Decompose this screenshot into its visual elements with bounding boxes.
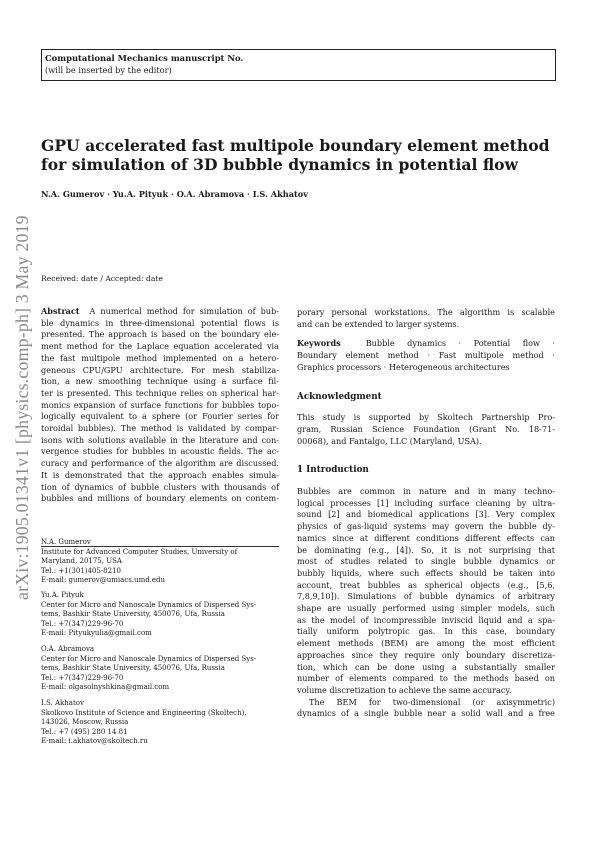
abstract [41, 306, 279, 505]
abstract-line: curacy and performance of the algorithm are discussed. [41, 458, 279, 469]
affiliation-line: Center for Micro and Nanoscale Dynamics of Dispersed Sys- [41, 654, 257, 663]
affiliation-line: 143026, Moscow, Russia [41, 718, 129, 727]
keywords-line: Boundary element method · Fast multipole method · [297, 350, 555, 361]
right-column [297, 307, 555, 720]
affiliation-abramova [41, 645, 286, 693]
affiliation-line: Yu.A. Pityuk [41, 591, 84, 599]
intro-line: logical processes [1] including surface cleaning by ultra- [297, 497, 555, 508]
affiliation-pityuk [41, 591, 286, 639]
affiliation-line: Skolkovo Institute of Science and Engineering (Skoltech), [41, 708, 247, 717]
abstract-line: ble dynamics in three-dimensional potential flows is [41, 317, 279, 328]
affiliation-line: tems, Bashkir State University, 450076, Ufa, Russia [41, 610, 225, 619]
keywords-line: Graphics processors · Heterogeneous architectures [297, 361, 510, 372]
affiliation-line: Tel.: +7(347)229-96-70 [41, 619, 124, 628]
intro-line: tion, which can be done using a substantially smaller [297, 661, 555, 672]
abstract-continuation-line: porary personal workstations. The algorithm is scalable [297, 307, 555, 317]
affiliation-line: E-mail: olgasolnyshkina@gmail.com [41, 683, 170, 692]
abstract-line: ter is presented. This technique relies on spherical har- [41, 387, 279, 398]
affiliation-line: tems, Bashkir State University, 450076, Ufa, Russia [41, 664, 225, 673]
paper-title-line-2: for simulation of 3D bubble dynamics in potential flow [41, 155, 519, 174]
received-date: Received: date / Accepted: date [41, 274, 163, 283]
keywords-line: Keywords Bubble dynamics · Potential flow · [297, 338, 556, 349]
introduction-heading: 1 Introduction [297, 465, 369, 476]
abstract-line: ment method for the Laplace equation accelerated via [41, 341, 279, 352]
abstract-line: toroidal bubbles). The method is validated by compar- [41, 423, 279, 434]
abstract-line: the fast multipole method implemented on a hetero- [41, 352, 279, 363]
affiliation-line: Tel.: +7 (495) 280 14 81 [41, 727, 128, 736]
paper-title-line-1: GPU accelerated fast multipole boundary element method [41, 136, 550, 155]
abstract-line: It is demonstrated that the approach enables simula- [41, 469, 279, 480]
intro-line: account, treat bubbles as spherical objects (e.g., [5,6, [297, 579, 555, 590]
affiliation-line: Maryland, 20175, USA [41, 557, 122, 566]
affiliation-line: Institute for Advanced Computer Studies, University of [41, 547, 238, 556]
keywords-label: Keywords [297, 338, 341, 349]
abstract-line: geneous CPU/GPU architecture. For mesh stabiliza- [41, 364, 279, 375]
intro-line: element methods (BEM) are among the most efficient [297, 638, 555, 649]
intro-line: most of studies related to single bubble dynamics or [297, 556, 555, 567]
affiliation-akhatov [41, 699, 286, 747]
intro-line: shape are usually performed using simpler models, such [297, 603, 555, 614]
intro-line: bubbly liquids, where such effects should be taken into [297, 567, 555, 578]
journal-header-note: (will be inserted by the editor) [45, 65, 172, 75]
intro-line: The BEM for two-dimensional (or axisymmetric) [309, 696, 555, 707]
arxiv-stamp: arXiv:1905.01341v1 [physics.comp-ph] 3 May 2019 [12, 215, 32, 600]
intro-line: as the model of incompressible inviscid liquid and a spa- [297, 614, 555, 625]
affiliation-line: Tel.: +7(347)229-96-70 [41, 673, 124, 682]
abstract-line: logically equivalent to a sphere (or Fourier series for [41, 411, 279, 422]
intro-line: volume discretization to achieve the same accuracy. [297, 684, 512, 695]
abstract-continuation-line: and can be extended to larger systems. [297, 318, 460, 329]
acknowledgment-line: This study is supported by Skoltech Partnership Pro- [297, 412, 555, 423]
intro-line: tially uniform polytropic gas. In this case, boundary [297, 626, 555, 637]
abstract-line: tion, a new smoothing technique using a surface fil- [41, 376, 279, 387]
affiliation-line: I.S. Akhatov [41, 699, 84, 707]
acknowledgment-heading: Acknowledgment [297, 391, 382, 402]
affiliation-line: E-mail: gumerov@umiacs.umd.edu [41, 576, 166, 585]
affiliation-line: N.A. Gumerov [41, 538, 91, 546]
author-list: N.A. Gumerov · Yu.A. Pityuk · O.A. Abramova · I.S. Akhatov [41, 189, 309, 199]
affiliation-line: Tel.: +1(301)405-8210 [41, 566, 121, 575]
intro-line: number of elements compared to the methods based on [297, 673, 555, 684]
affiliation-line: E-mail: Pityukyulia@gmail.com [41, 629, 152, 638]
abstract-line: vergence studies for bubbles in acoustic fields. The ac- [41, 446, 279, 457]
intro-line: sound [2] and biomedical applications [3]. Very complex [297, 509, 555, 520]
abstract-line: bubbles and millions of boundary elements on contem- [41, 493, 279, 504]
abstract-line: Abstract A numerical method for simulation of bub- [41, 306, 279, 316]
abstract-line: monics expansion of surface functions for bubbles topo- [41, 399, 279, 410]
affiliation-line: E-mail: i.akhatov@skoltech.ru [41, 737, 148, 746]
journal-header-box [41, 49, 556, 81]
intro-line: Bubbles are common in nature and in many techno- [297, 486, 555, 497]
acknowledgment-line: 00068), and Fantalgo, LLC (Maryland, USA). [297, 435, 482, 446]
affiliation-line: O.A. Abramova [41, 645, 95, 653]
acknowledgment-line: gram, Russian Science Foundation (Grant No. 18-71- [297, 423, 555, 434]
abstract-line: tion of dynamics of bubble clusters with thousands of [41, 481, 279, 492]
intro-line: be dominating (e.g., [4]). So, it is not surprising that [297, 544, 555, 555]
affiliation-gumerov [41, 538, 286, 586]
intro-line: 7,8,9,10]). Simulations of bubble dynamics of arbitrary [297, 591, 555, 602]
paper-title [41, 136, 561, 174]
intro-line: namics since at different conditions different effects can [297, 532, 555, 543]
abstract-label: Abstract [41, 306, 80, 316]
abstract-line: isons with solutions available in the literature and con- [41, 434, 279, 445]
affiliation-line: Center for Micro and Nanoscale Dynamics of Dispersed Sys- [41, 600, 257, 609]
abstract-line: presented. The approach is based on the boundary ele- [41, 329, 279, 340]
intro-line: approaches since they require only boundary discretiza- [297, 649, 555, 660]
intro-line: dynamics of a single bubble near a solid wall and a free [297, 708, 555, 719]
journal-header-title: Computational Mechanics manuscript No. [45, 53, 244, 63]
intro-line: physics of gas-liquid systems may govern the bubble dy- [297, 521, 555, 532]
